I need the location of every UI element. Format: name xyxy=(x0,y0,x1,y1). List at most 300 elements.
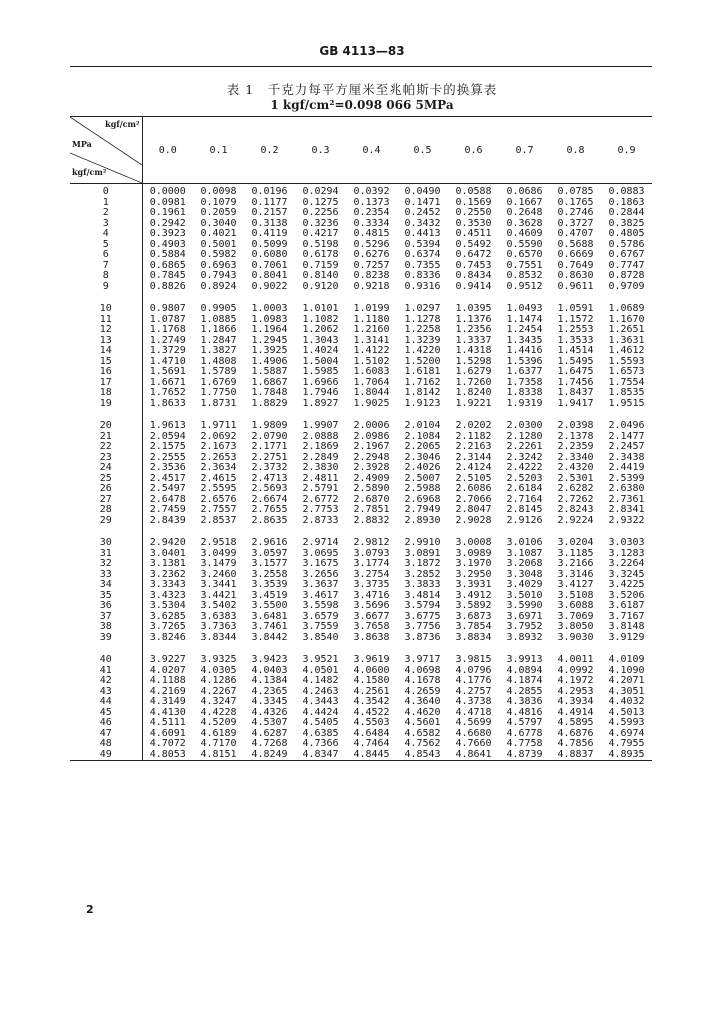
table-cell: 3.5794 xyxy=(404,600,441,611)
table-cell: 1.9515 xyxy=(608,397,645,409)
table-cell: 1.5495 xyxy=(557,355,594,367)
row-label: 24 xyxy=(70,463,142,474)
table-cell: 4.0403 xyxy=(251,664,288,676)
table-cell: 1.6083 xyxy=(353,366,390,377)
table-cell: 4.4326 xyxy=(251,706,288,718)
table-cell: 1.6769 xyxy=(200,376,237,388)
table-cell: 0.2550 xyxy=(455,207,492,218)
table-row xyxy=(70,739,652,750)
table-cell: 2.5890 xyxy=(353,483,390,494)
table-row xyxy=(70,388,652,399)
table-cell: 0.5590 xyxy=(506,238,543,250)
table-cell: 1.2847 xyxy=(200,334,237,346)
corner-label-mid: MPa xyxy=(72,139,92,149)
table-cell: 2.6968 xyxy=(404,493,441,505)
table-cell: 0.6178 xyxy=(302,249,339,260)
table-cell: 3.5892 xyxy=(455,600,492,611)
table-cell: 1.3729 xyxy=(149,345,186,356)
table-cell: 2.8832 xyxy=(353,514,390,526)
table-cell: 4.5209 xyxy=(200,717,237,728)
table-cell: 1.8437 xyxy=(557,387,594,398)
table-cell: 1.7260 xyxy=(455,376,492,388)
table-cell: 2.5595 xyxy=(200,483,237,494)
table-row xyxy=(70,484,652,495)
row-label: 14 xyxy=(70,346,142,357)
table-cell: 0.0000 xyxy=(149,186,186,197)
table-cell: 2.3144 xyxy=(455,451,492,463)
table-cell: 3.1283 xyxy=(608,547,645,559)
row-label: 20 xyxy=(70,421,142,432)
table-cell: 4.7464 xyxy=(353,738,390,749)
row-label: 43 xyxy=(70,687,142,698)
table-bottom-rule xyxy=(70,760,652,761)
table-cell: 4.3443 xyxy=(302,696,339,707)
table-cell: 1.4318 xyxy=(455,345,492,356)
table-cell: 3.9325 xyxy=(200,654,237,665)
table-cell: 3.9521 xyxy=(302,654,339,665)
table-cell: 4.5601 xyxy=(404,717,441,728)
table-cell: 4.7072 xyxy=(149,738,186,749)
table-cell: 3.3146 xyxy=(557,568,594,580)
table-cell: 1.8142 xyxy=(404,387,441,398)
table-cell: 3.9129 xyxy=(608,631,645,643)
table-cell: 4.6484 xyxy=(353,727,390,739)
table-cell: 3.2656 xyxy=(302,568,339,580)
table-cell: 4.6385 xyxy=(302,727,339,739)
table-cell: 0.3138 xyxy=(251,217,288,229)
table-cell: 1.8829 xyxy=(251,397,288,409)
table-cell: 3.0303 xyxy=(608,537,645,548)
table-cell: 2.0496 xyxy=(608,420,645,431)
table-cell: 4.3345 xyxy=(251,696,288,707)
table-cell: 1.0003 xyxy=(251,303,288,314)
table-cell: 1.5200 xyxy=(404,355,441,367)
table-cell: 1.2945 xyxy=(251,334,288,346)
table-cell: 3.8344 xyxy=(200,631,237,643)
table-cell: 4.3836 xyxy=(506,696,543,707)
table-cell: 1.4514 xyxy=(557,345,594,356)
table-cell: 3.0106 xyxy=(506,537,543,548)
table-cell: 1.4808 xyxy=(200,355,237,367)
table-cell: 2.8439 xyxy=(149,514,186,526)
table-cell: 1.8731 xyxy=(200,397,237,409)
table-cell: 0.6080 xyxy=(251,249,288,260)
table-cell: 3.8932 xyxy=(506,631,543,643)
table-cell: 3.4225 xyxy=(608,579,645,590)
table-cell: 0.8630 xyxy=(557,270,594,281)
table-cell: 3.8540 xyxy=(302,631,339,643)
table-cell: 0.7061 xyxy=(251,259,288,271)
table-cell: 4.5699 xyxy=(455,717,492,728)
table-cell: 4.8151 xyxy=(200,748,237,760)
table-cell: 2.9224 xyxy=(557,514,594,526)
table-row xyxy=(70,399,652,410)
table-cell: 3.2460 xyxy=(200,568,237,580)
row-label: 2 xyxy=(70,208,142,219)
table-cell: 0.2157 xyxy=(251,207,288,218)
table-cell: 3.0989 xyxy=(455,547,492,559)
table-cell: 0.0686 xyxy=(506,186,543,197)
table-cell: 3.2754 xyxy=(353,568,390,580)
table-cell: 4.1678 xyxy=(404,675,441,686)
table-cell: 2.6772 xyxy=(302,493,339,505)
table-cell: 1.0591 xyxy=(557,303,594,314)
table-cell: 2.0888 xyxy=(302,430,339,442)
table-cell: 2.2359 xyxy=(557,441,594,452)
table-cell: 1.3141 xyxy=(353,334,390,346)
table-cell: 0.5394 xyxy=(404,238,441,250)
table-cell: 0.0883 xyxy=(608,186,645,197)
conversion-table xyxy=(70,116,652,760)
row-label: 22 xyxy=(70,442,142,453)
table-cell: 1.7848 xyxy=(251,387,288,398)
table-cell: 1.9711 xyxy=(200,420,237,431)
table-cell: 3.4127 xyxy=(557,579,594,590)
table-cell: 2.5203 xyxy=(506,472,543,484)
table-cell: 0.9120 xyxy=(302,280,339,292)
table-cell: 4.2659 xyxy=(404,685,441,697)
table-cell: 0.3040 xyxy=(200,217,237,229)
table-cell: 2.3340 xyxy=(557,451,594,463)
table-cell: 4.5307 xyxy=(251,717,288,728)
table-cell: 3.0401 xyxy=(149,547,186,559)
row-label: 34 xyxy=(70,580,142,591)
table-cell: 3.2950 xyxy=(455,568,492,580)
table-cell: 2.5399 xyxy=(608,472,645,484)
table-cell: 4.0796 xyxy=(455,664,492,676)
table-cell: 4.2267 xyxy=(200,685,237,697)
table-cell: 1.4416 xyxy=(506,345,543,356)
table-cell: 3.0204 xyxy=(557,537,594,548)
table-row xyxy=(70,676,652,687)
table-cell: 2.2849 xyxy=(302,451,339,463)
column-header: 0.7 xyxy=(499,117,550,184)
table-cell: 4.7366 xyxy=(302,738,339,749)
table-cell: 2.2065 xyxy=(404,441,441,452)
table-cell: 3.5402 xyxy=(200,600,237,611)
conversion-table-wrapper xyxy=(70,116,652,761)
row-label: 36 xyxy=(70,601,142,612)
header-row xyxy=(70,117,652,184)
table-cell: 0.3923 xyxy=(149,228,186,239)
table-cell: 2.9518 xyxy=(200,537,237,548)
table-cell: 0.0098 xyxy=(200,186,237,197)
table-cell: 1.7554 xyxy=(608,376,645,388)
header-rule xyxy=(70,66,652,67)
table-cell: 3.7559 xyxy=(302,621,339,632)
table-cell: 2.0006 xyxy=(353,420,390,431)
table-cell: 0.7845 xyxy=(149,270,186,281)
table-cell: 3.2362 xyxy=(149,568,186,580)
table-cell: 1.2651 xyxy=(608,324,645,335)
table-cell: 3.3441 xyxy=(200,579,237,590)
row-label: 5 xyxy=(70,240,142,251)
table-cell: 0.9316 xyxy=(404,280,441,292)
table-cell: 1.3533 xyxy=(557,334,594,346)
table-cell: 3.4912 xyxy=(455,589,492,601)
table-cell: 1.0983 xyxy=(251,313,288,325)
table-cell: 2.2457 xyxy=(608,441,645,452)
table-cell: 2.1967 xyxy=(353,441,390,452)
table-cell: 0.8532 xyxy=(506,270,543,281)
table-cell: 2.6086 xyxy=(455,483,492,494)
column-header: 0.0 xyxy=(142,117,193,184)
table-cell: 0.7551 xyxy=(506,259,543,271)
table-cell: 4.6091 xyxy=(149,727,186,739)
table-cell: 1.8044 xyxy=(353,387,390,398)
table-cell: 4.6582 xyxy=(404,727,441,739)
table-cell: 2.9910 xyxy=(404,537,441,548)
row-label: 32 xyxy=(70,559,142,570)
table-cell: 0.4609 xyxy=(506,228,543,239)
table-cell: 0.8924 xyxy=(200,280,237,292)
table-cell: 4.4424 xyxy=(302,706,339,718)
table-cell: 4.5993 xyxy=(608,717,645,728)
table-cell: 2.4419 xyxy=(608,462,645,473)
table-cell: 1.5593 xyxy=(608,355,645,367)
table-cell: 0.5688 xyxy=(557,238,594,250)
table-cell: 3.6383 xyxy=(200,610,237,622)
table-cell: 3.3048 xyxy=(506,568,543,580)
table-cell: 1.6475 xyxy=(557,366,594,377)
table-cell: 1.1866 xyxy=(200,324,237,335)
table-cell: 1.7946 xyxy=(302,387,339,398)
table-cell: 0.2942 xyxy=(149,217,186,229)
table-cell: 0.5099 xyxy=(251,238,288,250)
table-cell: 0.3825 xyxy=(608,217,645,229)
table-cell: 0.1471 xyxy=(404,196,441,208)
table-cell: 4.8053 xyxy=(149,748,186,760)
table-cell: 0.6767 xyxy=(608,249,645,260)
table-cell: 3.5010 xyxy=(506,589,543,601)
table-cell: 2.1477 xyxy=(608,430,645,442)
table-cell: 4.1580 xyxy=(353,675,390,686)
table-cell: 3.5500 xyxy=(251,600,288,611)
row-label: 18 xyxy=(70,388,142,399)
table-cell: 1.2258 xyxy=(404,324,441,335)
table-cell: 3.1087 xyxy=(506,547,543,559)
table-cell: 3.2068 xyxy=(506,558,543,569)
table-cell: 3.3735 xyxy=(353,579,390,590)
table-cell: 2.2948 xyxy=(353,451,390,463)
table-cell: 0.1079 xyxy=(200,196,237,208)
table-cell: 3.7658 xyxy=(353,621,390,632)
table-cell: 3.5206 xyxy=(608,589,645,601)
table-cell: 4.7955 xyxy=(608,738,645,749)
table-cell: 4.6876 xyxy=(557,727,594,739)
table-cell: 0.1275 xyxy=(302,196,339,208)
table-cell: 1.7652 xyxy=(149,387,186,398)
table-cell: 4.3934 xyxy=(557,696,594,707)
table-cell: 1.9809 xyxy=(251,420,288,431)
page-number: 2 xyxy=(86,903,94,916)
corner-label-top: kgf/cm² xyxy=(105,119,140,129)
table-cell: 4.3051 xyxy=(608,685,645,697)
table-cell: 4.2169 xyxy=(149,685,186,697)
table-cell: 4.6680 xyxy=(455,727,492,739)
table-cell: 0.4815 xyxy=(353,228,390,239)
table-cell: 3.6579 xyxy=(302,610,339,622)
table-cell: 1.6279 xyxy=(455,366,492,377)
row-label: 9 xyxy=(70,282,142,293)
table-cell: 2.5497 xyxy=(149,483,186,494)
table-cell: 4.3149 xyxy=(149,696,186,707)
table-cell: 3.5598 xyxy=(302,600,339,611)
table-cell: 1.1768 xyxy=(149,324,186,335)
table-row xyxy=(70,580,652,591)
table-cell: 2.1673 xyxy=(200,441,237,452)
table-cell: 3.7952 xyxy=(506,621,543,632)
row-label: 47 xyxy=(70,729,142,740)
table-cell: 2.9714 xyxy=(302,537,339,548)
table-cell: 1.0101 xyxy=(302,303,339,314)
table-cell: 1.1376 xyxy=(455,313,492,325)
table-cell: 0.5198 xyxy=(302,238,339,250)
table-cell: 1.7358 xyxy=(506,376,543,388)
column-header: 0.1 xyxy=(193,117,244,184)
table-row xyxy=(70,250,652,261)
table-cell: 0.4021 xyxy=(200,228,237,239)
table-cell: 4.2757 xyxy=(455,685,492,697)
table-cell: 2.5105 xyxy=(455,472,492,484)
table-cell: 3.0008 xyxy=(455,537,492,548)
table-cell: 3.4323 xyxy=(149,589,186,601)
table-cell: 3.4814 xyxy=(404,589,441,601)
table-cell: 3.6088 xyxy=(557,600,594,611)
table-cell: 0.7159 xyxy=(302,259,339,271)
table-cell: 4.8641 xyxy=(455,748,492,760)
table-cell: 0.5786 xyxy=(608,238,645,250)
table-cell: 3.9619 xyxy=(353,654,390,665)
row-label: 33 xyxy=(70,570,142,581)
table-cell: 3.1479 xyxy=(200,558,237,569)
table-cell: 1.0395 xyxy=(455,303,492,314)
table-cell: 1.3925 xyxy=(251,345,288,356)
table-cell: 3.7265 xyxy=(149,621,186,632)
row-label: 6 xyxy=(70,250,142,261)
table-cell: 2.4222 xyxy=(506,462,543,473)
column-header: 0.5 xyxy=(397,117,448,184)
table-cell: 0.2452 xyxy=(404,207,441,218)
table-cell: 2.3536 xyxy=(149,462,186,473)
table-cell: 3.9717 xyxy=(404,654,441,665)
table-cell: 2.4909 xyxy=(353,472,390,484)
table-cell: 3.7167 xyxy=(608,610,645,622)
table-row xyxy=(70,516,652,527)
table-cell: 1.7064 xyxy=(353,376,390,388)
table-cell: 0.0785 xyxy=(557,186,594,197)
table-cell: 1.0493 xyxy=(506,303,543,314)
table-row xyxy=(70,601,652,612)
table-cell: 4.5797 xyxy=(506,717,543,728)
table-cell: 0.3334 xyxy=(353,217,390,229)
table-cell: 3.1577 xyxy=(251,558,288,569)
table-cell: 2.0986 xyxy=(353,430,390,442)
table-cell: 4.3738 xyxy=(455,696,492,707)
table-cell: 4.0992 xyxy=(557,664,594,676)
table-cell: 4.2463 xyxy=(302,685,339,697)
table-cell: 0.6472 xyxy=(455,249,492,260)
table-cell: 0.8336 xyxy=(404,270,441,281)
table-cell: 1.0199 xyxy=(353,303,390,314)
table-cell: 1.3239 xyxy=(404,334,441,346)
table-cell: 2.0692 xyxy=(200,430,237,442)
table-cell: 0.8826 xyxy=(149,280,186,292)
table-cell: 4.2855 xyxy=(506,685,543,697)
table-cell: 1.2749 xyxy=(149,334,186,346)
table-cell: 4.1188 xyxy=(149,675,186,686)
table-cell: 0.9218 xyxy=(353,280,390,292)
table-cell: 3.1675 xyxy=(302,558,339,569)
table-cell: 1.9417 xyxy=(557,397,594,409)
table-cell: 2.2555 xyxy=(149,451,186,463)
row-label: 0 xyxy=(70,184,142,198)
table-cell: 4.4718 xyxy=(455,706,492,718)
table-cell: 3.9815 xyxy=(455,654,492,665)
row-label: 17 xyxy=(70,378,142,389)
table-cell: 4.1972 xyxy=(557,675,594,686)
table-cell: 2.7557 xyxy=(200,504,237,515)
table-row xyxy=(70,442,652,453)
table-cell: 4.4522 xyxy=(353,706,390,718)
table-cell: 3.2166 xyxy=(557,558,594,569)
table-cell: 0.1373 xyxy=(353,196,390,208)
table-cell: 0.7649 xyxy=(557,259,594,271)
table-cell: 4.1776 xyxy=(455,675,492,686)
table-cell: 4.0207 xyxy=(149,664,186,676)
table-cell: 0.7257 xyxy=(353,259,390,271)
table-cell: 0.7355 xyxy=(404,259,441,271)
table-cell: 2.7262 xyxy=(557,493,594,505)
table-cell: 0.1961 xyxy=(149,207,186,218)
table-cell: 0.5884 xyxy=(149,249,186,260)
table-cell: 0.5492 xyxy=(455,238,492,250)
table-row xyxy=(70,271,652,282)
table-cell: 3.5696 xyxy=(353,600,390,611)
table-cell: 0.9512 xyxy=(506,280,543,292)
table-cell: 3.4519 xyxy=(251,589,288,601)
table-cell: 3.7363 xyxy=(200,621,237,632)
table-cell: 3.4421 xyxy=(200,589,237,601)
table-cell: 0.0981 xyxy=(149,196,186,208)
table-cell: 2.3046 xyxy=(404,451,441,463)
table-cell: 4.8249 xyxy=(251,748,288,760)
row-label: 44 xyxy=(70,697,142,708)
table-cell: 1.9613 xyxy=(149,420,186,431)
row-label: 25 xyxy=(70,474,142,485)
table-cell: 4.6189 xyxy=(200,727,237,739)
table-cell: 1.6377 xyxy=(506,366,543,377)
row-label: 30 xyxy=(70,538,142,549)
table-cell: 0.0392 xyxy=(353,186,390,197)
row-label: 37 xyxy=(70,612,142,623)
table-cell: 4.8837 xyxy=(557,748,594,760)
table-cell: 2.0594 xyxy=(149,430,186,442)
table-cell: 0.6669 xyxy=(557,249,594,260)
table-cell: 0.6963 xyxy=(200,259,237,271)
table-cell: 4.0698 xyxy=(404,664,441,676)
table-cell: 1.6573 xyxy=(608,366,645,377)
row-label: 38 xyxy=(70,622,142,633)
table-cell: 0.5001 xyxy=(200,238,237,250)
table-cell: 2.1771 xyxy=(251,441,288,452)
table-cell: 3.6971 xyxy=(506,610,543,622)
table-cell: 4.3542 xyxy=(353,696,390,707)
table-cell: 0.4413 xyxy=(404,228,441,239)
table-cell: 0.4805 xyxy=(608,228,645,239)
table-cell: 1.1964 xyxy=(251,324,288,335)
table-cell: 1.1670 xyxy=(608,313,645,325)
